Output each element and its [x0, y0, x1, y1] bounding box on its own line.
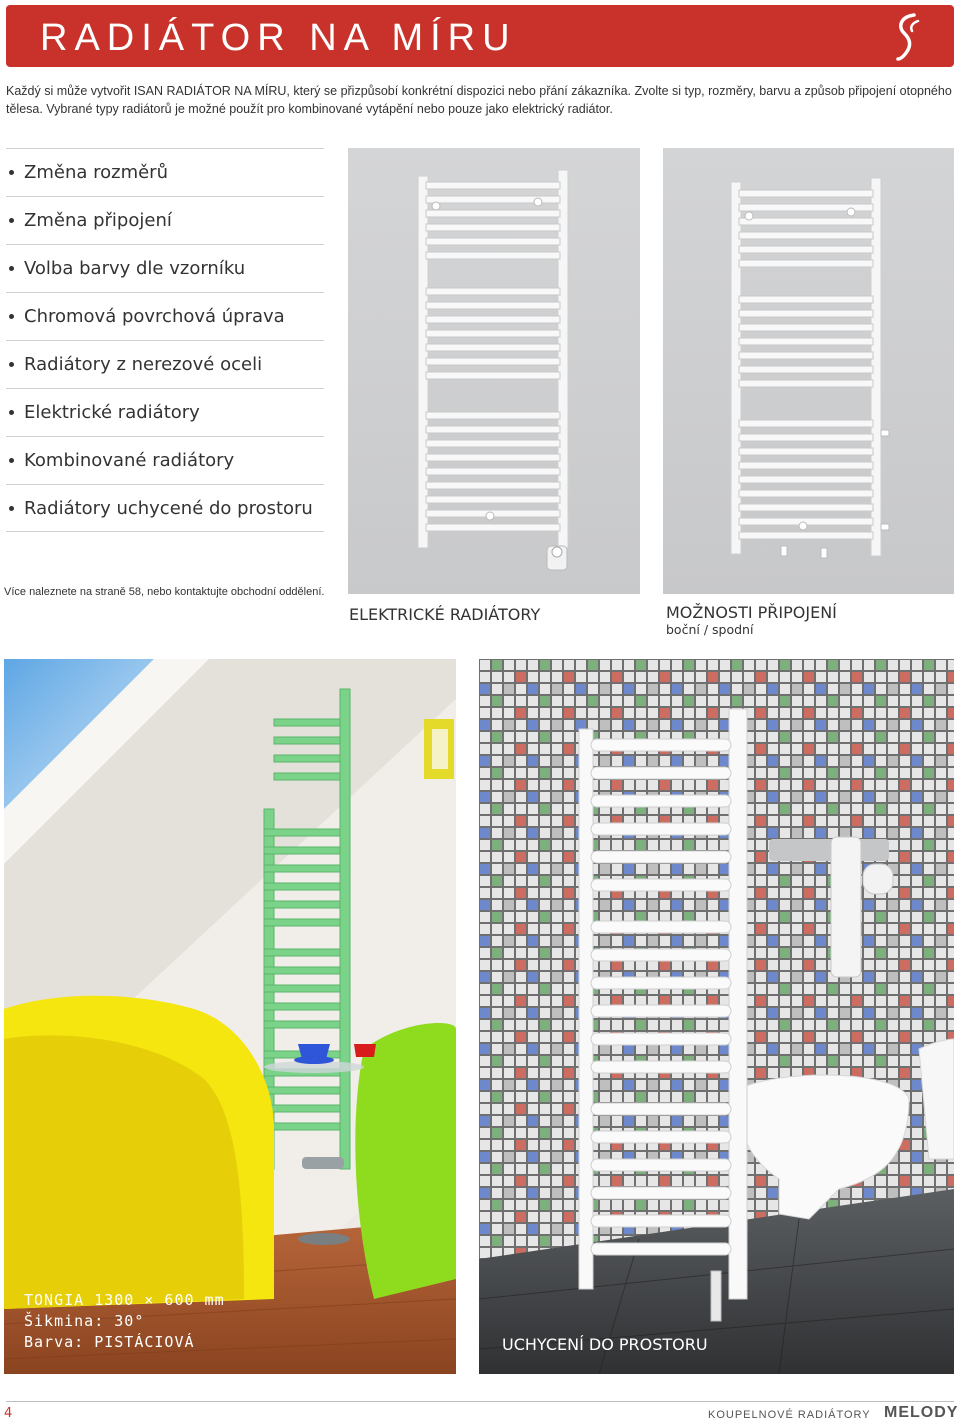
intro-line: tělesa. Vybrané typy radiátorů je možné použít pro kombinované vytápění nebo pouze jako elektrický radiátor.	[6, 102, 613, 116]
connection-options-photo	[663, 148, 954, 594]
connection-options-subcaption: boční / spodní	[666, 622, 754, 637]
connection-options-caption: MOŽNOSTI PŘIPOJENÍ	[666, 603, 837, 622]
feature-label: Radiátory z nerezové oceli	[24, 354, 263, 375]
intro-text	[6, 82, 956, 118]
feature-label: Elektrické radiátory	[24, 402, 200, 423]
tongia-slope: Šikmina: 30°	[24, 1312, 145, 1330]
list-item	[6, 388, 324, 436]
page-title: RADIÁTOR NA MÍRU	[40, 17, 517, 59]
tongia-model: TONGIA 1300 × 600 mm	[24, 1291, 225, 1309]
bullet-icon	[9, 506, 14, 511]
list-item	[6, 292, 324, 340]
bullet-icon	[9, 266, 14, 271]
bullet-icon	[9, 218, 14, 223]
feature-label: Změna připojení	[24, 210, 172, 231]
feature-label: Volba barvy dle vzorníku	[24, 258, 246, 279]
page-header	[6, 5, 954, 67]
bullet-icon	[9, 458, 14, 463]
footer-brand-logo: MELODY	[884, 1404, 959, 1421]
list-item	[6, 340, 324, 388]
bullet-icon	[9, 170, 14, 175]
list-item	[6, 148, 324, 196]
list-item	[6, 484, 324, 532]
tongia-interior-photo	[4, 659, 456, 1374]
feature-list	[6, 148, 324, 532]
bullet-icon	[9, 410, 14, 415]
feature-label: Chromová povrchová úprava	[24, 306, 285, 327]
tongia-color: Barva: PISTÁCIOVÁ	[24, 1333, 195, 1351]
brand-s-logo-icon	[890, 11, 924, 63]
bullet-icon	[9, 314, 14, 319]
electric-radiator-photo	[348, 148, 640, 594]
footer-section-label: KOUPELNOVÉ RADIÁTORY	[708, 1409, 871, 1421]
mounting-caption: UCHYCENÍ DO PROSTORU	[502, 1335, 708, 1354]
electric-radiators-caption: ELEKTRICKÉ RADIÁTORY	[349, 605, 541, 624]
feature-label: Kombinované radiátory	[24, 450, 235, 471]
list-item	[6, 436, 324, 484]
tongia-spec-overlay	[24, 1290, 225, 1353]
freestanding-radiator-photo	[479, 659, 954, 1374]
more-info-note: Více naleznete na straně 58, nebo kontaktujte obchodní oddělení.	[4, 586, 325, 598]
intro-line: Každý si může vytvořit ISAN RADIÁTOR NA MÍRU, který se přizpůsobí konkrétní dispozici nebo přání zákazníka. Zvolte si typ, rozměry, barvu a způsob připojení otopného	[6, 84, 952, 98]
bullet-icon	[9, 362, 14, 367]
list-item	[6, 196, 324, 244]
feature-label: Radiátory uchycené do prostoru	[24, 497, 313, 519]
list-item	[6, 244, 324, 292]
feature-label: Změna rozměrů	[24, 162, 168, 183]
page-number: 4	[4, 1406, 13, 1421]
footer-divider	[6, 1401, 954, 1402]
